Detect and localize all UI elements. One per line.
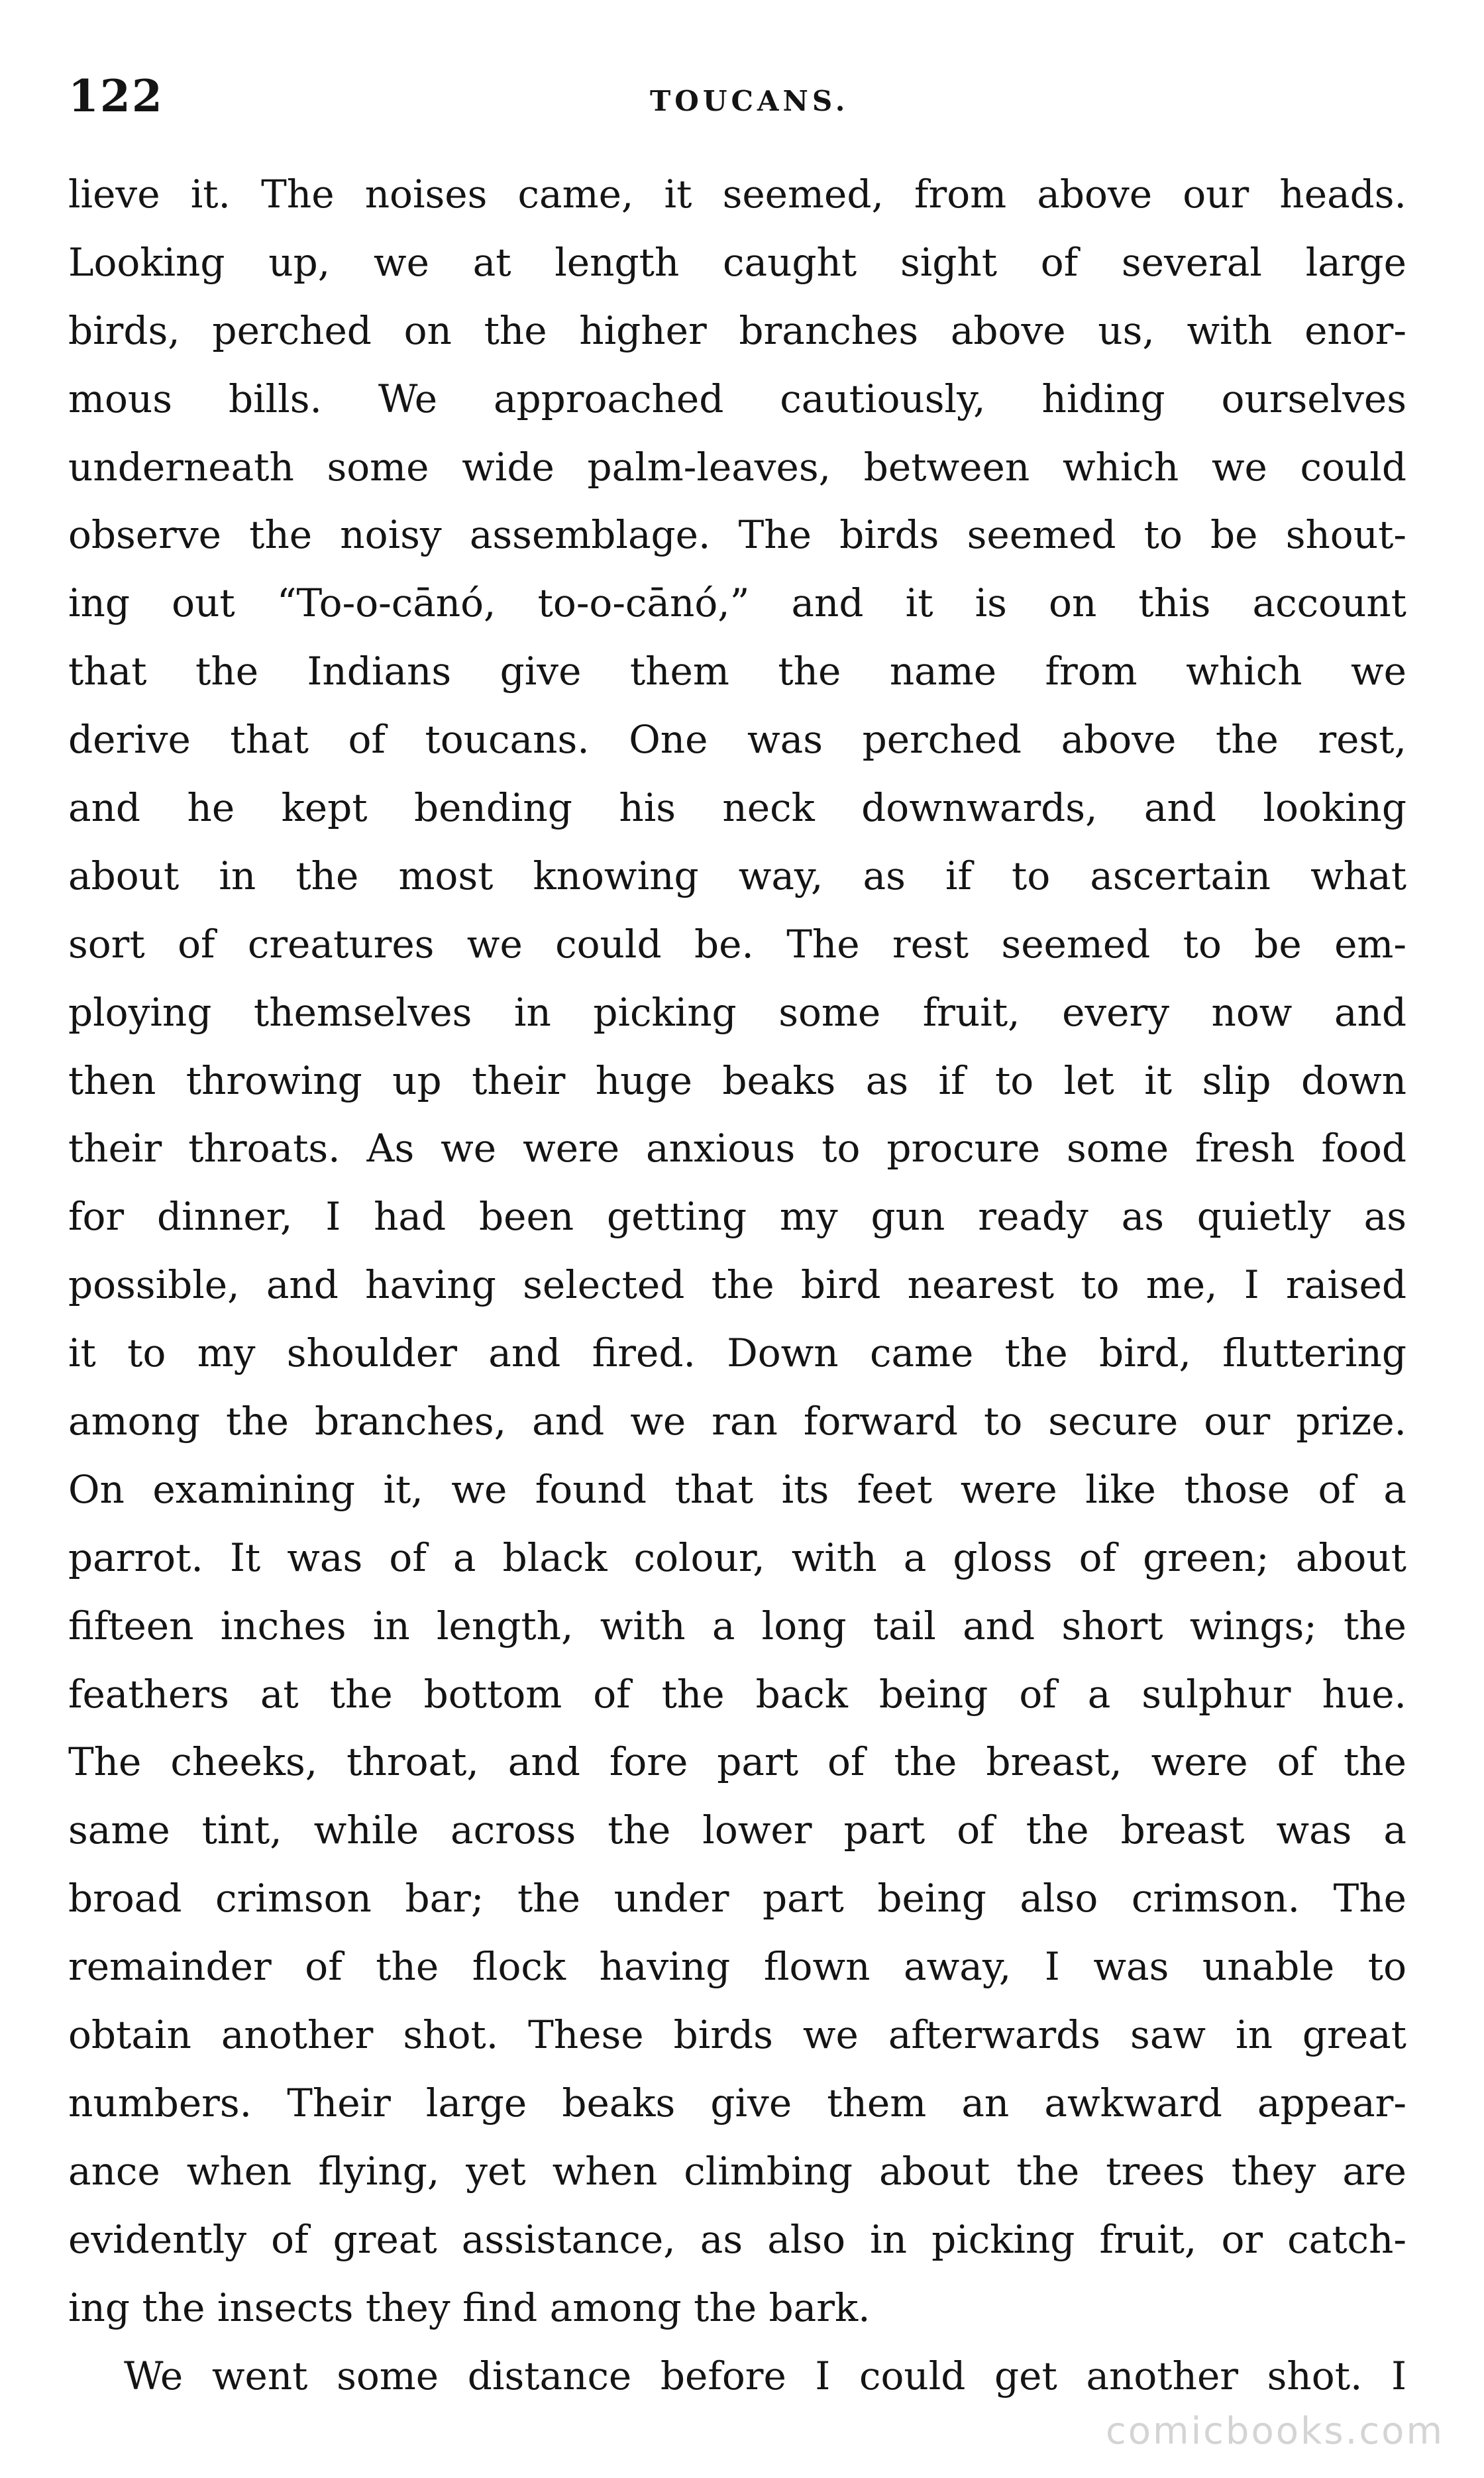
- text-line: ance when flying, yet when climbing about the trees they are: [68, 2148, 1406, 2194]
- text-line: observe the noisy assemblage. The birds seemed to be shout-: [68, 512, 1406, 558]
- text-line: ploying themselves in picking some fruit, every now and: [68, 989, 1406, 1035]
- text-line: derive that of toucans. One was perched above the rest,: [68, 717, 1406, 763]
- text-line: mous bills. We approached cautiously, hiding ourselves: [68, 376, 1406, 421]
- text-line: numbers. Their large beaks give them an awkward appear-: [68, 2080, 1406, 2126]
- text-line: then throwing up their huge beaks as if to let it slip down: [68, 1057, 1406, 1103]
- paragraph-start-line: We went some distance before I could get another shot. I: [124, 2353, 1406, 2398]
- text-line: birds, perched on the higher branches above us, with enor-: [68, 307, 1406, 353]
- watermark: comicbooks.com: [1105, 2410, 1444, 2453]
- text-line: evidently of great assistance, as also in picking fruit, or catch-: [68, 2216, 1406, 2262]
- text-line: underneath some wide palm-leaves, between which we could: [68, 444, 1406, 490]
- text-line: feathers at the bottom of the back being of a sulphur hue.: [68, 1671, 1406, 1717]
- text-line: about in the most knowing way, as if to ascertain what: [68, 853, 1406, 898]
- paragraph-end-line: ing the insects they find among the bark.: [68, 2285, 871, 2330]
- text-line: possible, and having selected the bird nearest to me, I raised: [68, 1262, 1406, 1308]
- text-line: their throats. As we were anxious to procure some fresh food: [68, 1126, 1406, 1171]
- text-line: that the Indians give them the name from which we: [68, 649, 1406, 694]
- running-head: [68, 63, 1406, 136]
- text-line: On examining it, we found that its feet were like those of a: [68, 1466, 1406, 1512]
- text-line: it to my shoulder and fired. Down came the bird, fluttering: [68, 1330, 1406, 1376]
- text-line: remainder of the flock having flown away, I was unable to: [68, 1944, 1406, 1990]
- text-line: and he kept bending his neck downwards, and looking: [68, 785, 1406, 831]
- text-line: among the branches, and we ran forward to secure our prize.: [68, 1399, 1406, 1444]
- text-line: obtain another shot. These birds we afterwards saw in great: [68, 2012, 1406, 2058]
- text-line: fifteen inches in length, with a long tail and short wings; the: [68, 1603, 1406, 1648]
- text-line: lieve it. The noises came, it seemed, from above our heads.: [68, 172, 1406, 217]
- text-line: for dinner, I had been getting my gun ready as quietly as: [68, 1194, 1406, 1240]
- text-line: The cheeks, throat, and fore part of the breast, were of the: [68, 1739, 1406, 1785]
- text-line: ing out “To-o-cānó, to-o-cānó,” and it is on this account: [68, 580, 1406, 626]
- text-line: broad crimson bar; the under part being also crimson. The: [68, 1876, 1406, 1921]
- text-line: sort of creatures we could be. The rest seemed to be em-: [68, 921, 1406, 967]
- text-line: same tint, while across the lower part of the breast was a: [68, 1807, 1406, 1853]
- text-line: parrot. It was of a black colour, with a gloss of green; about: [68, 1535, 1406, 1580]
- running-title: TOUCANS.: [650, 85, 849, 117]
- text-line: Looking up, we at length caught sight of several large: [68, 239, 1406, 285]
- body-text: [68, 160, 1406, 2410]
- page-number: 122: [68, 70, 164, 122]
